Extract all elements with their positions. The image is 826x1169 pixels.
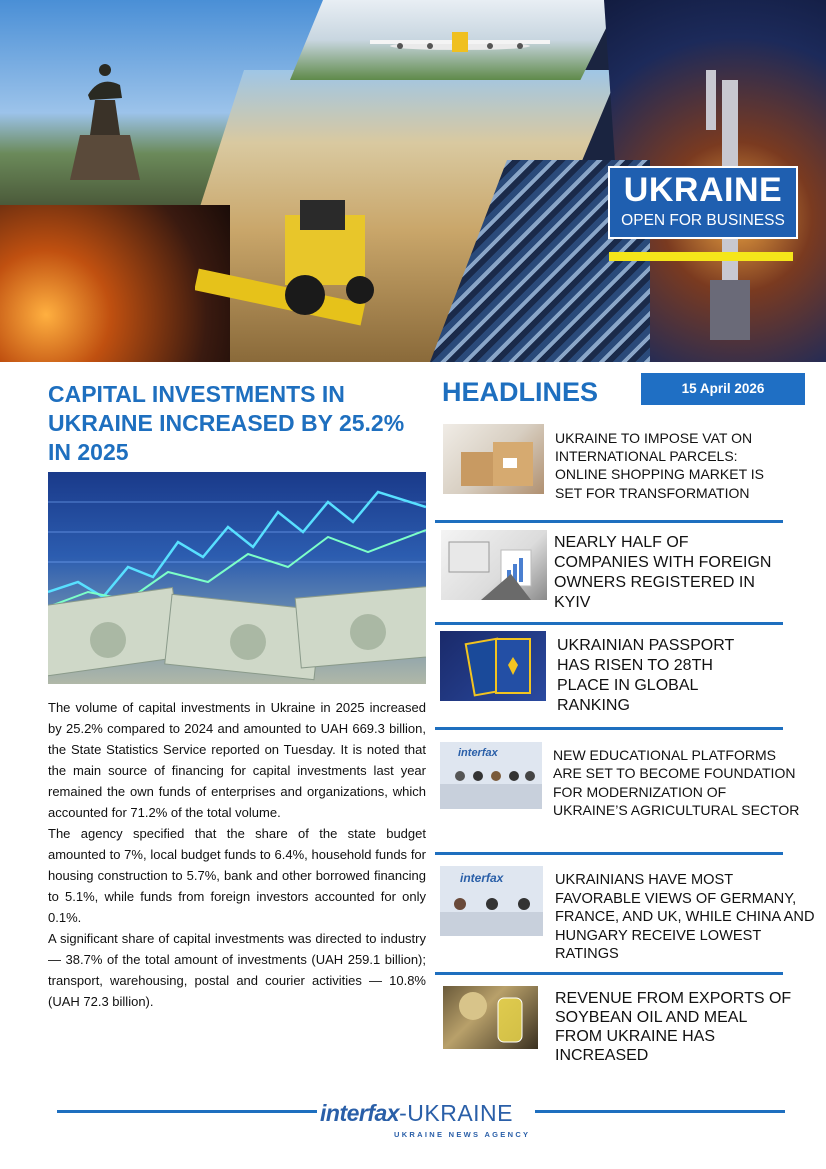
article-body [48,697,426,1012]
headline-item[interactable] [435,986,792,1066]
ukraine-open-for-business-badge [608,166,798,239]
headline-thumbnail-passports [440,631,546,701]
headline-text: REVENUE FROM EXPORTS OF SOYBEAN OIL AND MEAL FROM UKRAINE HAS INCREASED [555,990,792,1064]
headline-text: UKRAINIAN PASSPORT HAS RISEN TO 28TH PLACE IN GLOBAL RANKING [557,637,734,714]
footer-divider-right [535,1110,785,1113]
headline-item[interactable] [435,424,783,524]
headline-text: UKRAINE TO IMPOSE VAT ON INTERNATIONAL PARCELS: ONLINE SHOPPING MARKET IS SET FOR TRANSFORMATION [555,430,765,501]
headline-divider [435,622,783,625]
headline-text: NEW EDUCATIONAL PLATFORMS ARE SET TO BECOME FOUNDATION FOR MODERNIZATION OF UKRAINE’S AGRICULTURAL SECTOR [553,747,800,819]
headline-thumbnail-parcels [443,424,544,494]
interfax-ukraine-logo[interactable] [320,1100,534,1142]
headline-thumbnail-press-conference [440,742,542,809]
footer-divider-left [57,1110,317,1113]
logo-interfax: interfax [320,1100,400,1126]
airplane-graphic [360,22,560,62]
article-paragraph: The volume of capital investments in Ukraine in 2025 increased by 25.2% compared to 2024 and amounted to UAH 669.3 billion, the State Statistics Service reported on Tuesday. It is noted that the main source of financing for capital investments last year remained the own funds of enterprises and organizations, which accounted for 71.2% of the total volume. [48,700,426,820]
headline-divider [435,972,783,975]
badge-yellow-bar [609,252,793,261]
logo-tagline: UKRAINE NEWS AGENCY [394,1130,531,1139]
headline-divider [435,727,783,730]
headline-thumbnail-laptop [441,530,547,600]
article-paragraph: A significant share of capital investments was directed to industry — 38.7% of the total amount of investments (UAH 259.1 billion); transport, warehousing, postal and courier activities — 10.8% (UAH 72.3 billion). [48,931,426,1009]
badge-title: UKRAINE [623,171,783,209]
logo-ukraine: -UKRAINE [399,1100,513,1126]
article-paragraph: The agency specified that the share of the state budget amounted to 7%, local budget funds to 6.4%, household funds for housing construction to 5.7%, bank and other borrowed financing to 5.1%, while funds from foreign investors accounted for only 0.1%. [48,826,426,925]
headline-divider [435,520,783,523]
headline-item[interactable] [435,742,800,854]
headline-text: UKRAINIANS HAVE MOST FAVORABLE VIEWS OF GERMANY, FRANCE, AND UK, WHILE CHINA AND HUNGARY RECEIVE LOWEST RATINGS [555,872,815,963]
headline-text: NEARLY HALF OF COMPANIES WITH FOREIGN OWNERS REGISTERED IN KYIV [554,534,772,611]
article-image-money-chart [48,472,426,684]
harvester-graphic [195,195,395,345]
article-title: CAPITAL INVESTMENTS IN UKRAINE INCREASED BY 25.2% IN 2025 [48,381,405,465]
headline-item[interactable] [435,530,783,626]
headlines-heading: HEADLINES [442,377,599,407]
monument-graphic [60,40,150,180]
headline-thumbnail-press-conference [440,866,543,936]
thumbnail-logo-text: interfax [458,747,498,759]
badge-subtitle: OPEN FOR BUSINESS [621,212,785,229]
thumbnail-logo-text: interfax [460,871,504,885]
date-badge: 15 April 2026 [641,373,805,405]
hero-collage [0,0,826,362]
logo-wordmark [320,1100,513,1127]
headline-item[interactable] [435,866,815,978]
headline-divider [435,852,783,855]
headline-thumbnail-soybean-oil [443,986,538,1049]
headline-item[interactable] [435,631,783,731]
